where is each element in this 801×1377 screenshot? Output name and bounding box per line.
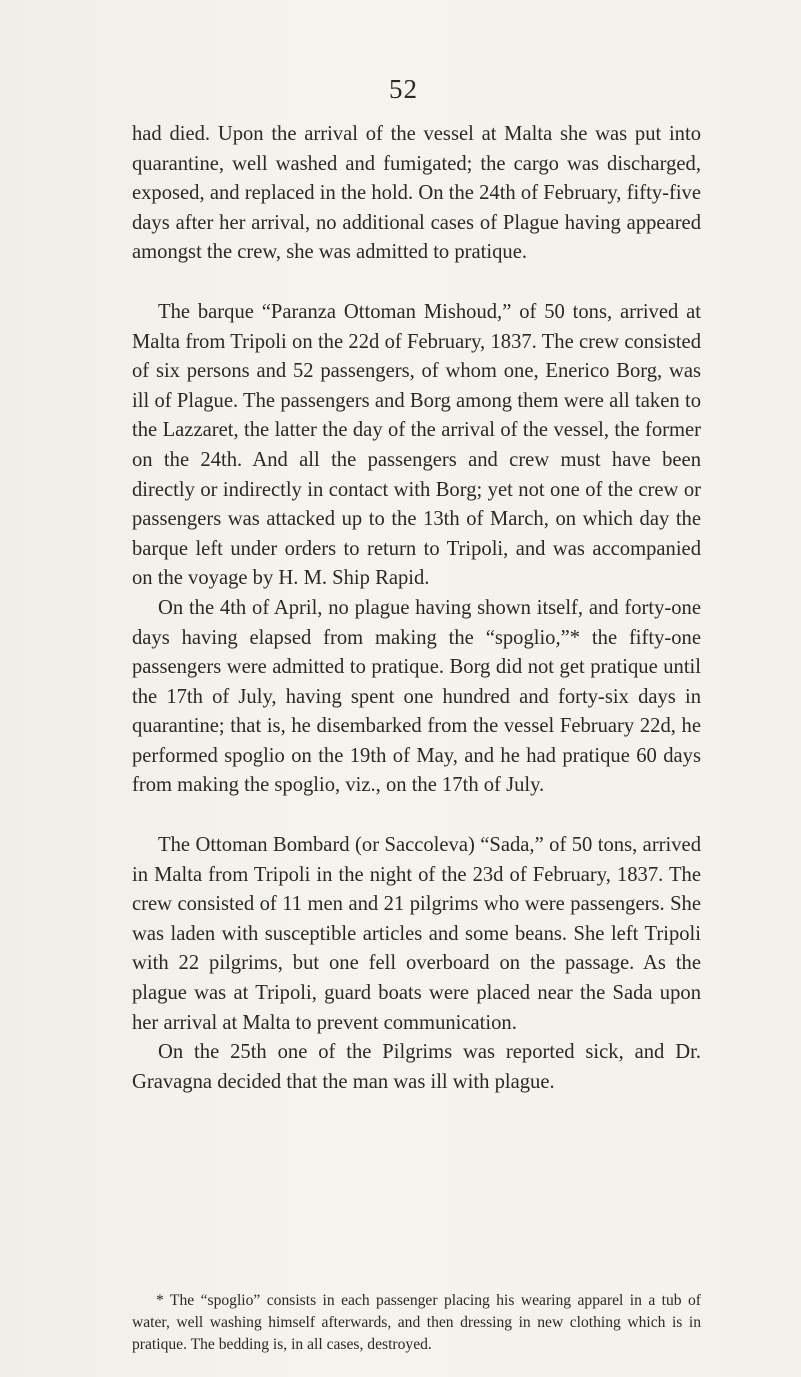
paragraph-gap [132,801,701,831]
paragraph-pilgrim-sick: On the 25th one of the Pilgrims was reported sick, and Dr. Gravagna decided that the man was ill with plague. [132,1041,701,1093]
paragraph-gap [132,268,701,298]
paragraph-sada: The Ottoman Bombard (or Saccoleva) “Sada,” of 50 tons, arrived in Malta from Tripoli in the night of the 23d of February, 1837. The crew consisted of 11 men and 21 pilgrims who were passengers. She was laden with susceptible articles and some beans. She left Tripoli with 22 pilgrims, but one fell overboard on the passage. As the plague was at Tripoli, guard boats were placed near the Sada upon her arrival at Malta to prevent communication. [132,834,701,1034]
paragraph-april: On the 4th of April, no plague having shown itself, and forty-one days having elapsed from making the “spoglio,”* the fifty-one passengers were admitted to pratique. Borg did not get pratique until the 17th of July, having spent one hundred and forty-six days in quarantine; that is, he disembarked from the vessel February 22d, he performed spoglio on the 19th of May, and he had pratique 60 days from making the spoglio, viz., on the 17th of July. [132,596,701,797]
body-text [132,120,701,1097]
page-number: 52 [389,74,418,104]
footnote: * The “spoglio” consists in each passenger placing his wearing apparel in a tub of water, well washing himself afterwards, and then dressing in new clothing which is in pratique. The bedding is, in all cases, destroyed. [132,1291,701,1353]
paragraph-continuation: had died. Upon the arrival of the vessel at Malta she was put into quarantine, well washed and fumigated; the cargo was discharged, exposed, and replaced in the hold. On the 24th of February, fifty-five days after her arrival, no additional cases of Plague having appeared amongst the crew, she was admitted to pratique. [132,123,701,264]
paragraph-paranza: The barque “Paranza Ottoman Mishoud,” of 50 tons, arrived at Malta from Tripoli on the 22d of February, 1837. The crew consisted of six persons and 52 passengers, of whom one, Enerico Borg, was ill of Plague. The passengers and Borg among them were all taken to the Lazzaret, the latter the day of the arrival of the vessel, the former on the 24th. And all the passengers and crew must have been directly or indirectly in contact with Borg; yet not one of the crew or passengers was attacked up to the 13th of March, on which day the barque left under orders to return to Tripoli, and was accompanied on the voyage by H. M. Ship Rapid. [132,300,701,590]
